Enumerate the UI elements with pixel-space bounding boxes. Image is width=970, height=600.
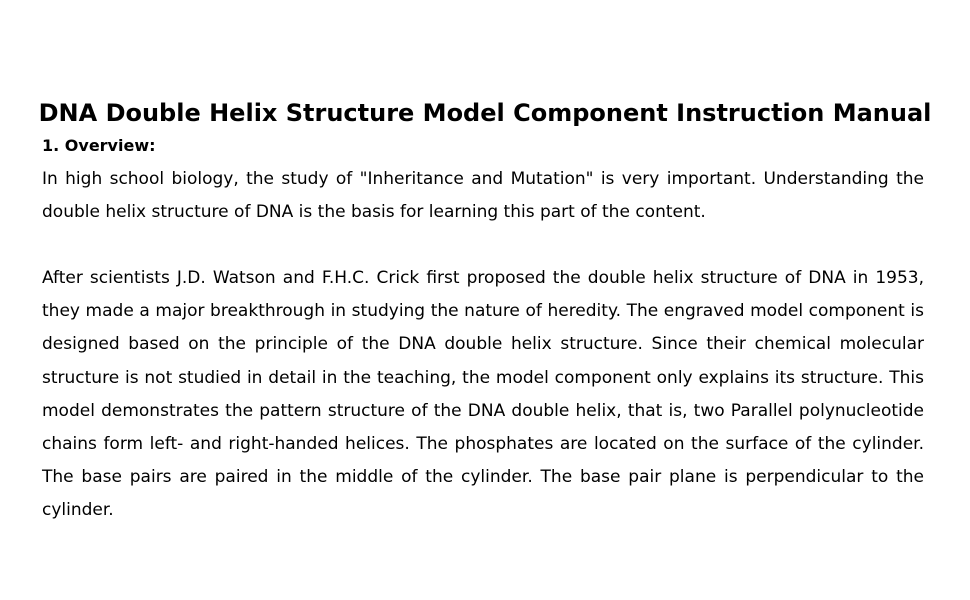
- overview-paragraph-1: In high school biology, the study of "Inheritance and Mutation" is very important. Understanding the double helix structure of DNA is the basis for learning this part of the content.: [42, 169, 924, 223]
- document-title: DNA Double Helix Structure Model Component Instruction Manual: [38, 99, 932, 128]
- overview-paragraph-2: After scientists J.D. Watson and F.H.C. Crick first proposed the double helix structure of DNA in 1953, they made a major breakthrough in studying the nature of heredity. The engraved model component is designed based on the principle of the DNA double helix structure. Since their chemical molecular structure is not studied in detail in the teaching, the model component only explains its structure. This model demonstrates the pattern structure of the DNA double helix, that is, two Parallel polynucleotide chains form left- and right-handed helices. The phosphates are located on the surface of the cylinder. The base pairs are paired in the middle of the cylinder. The base pair plane is perpendicular to the cylinder.: [42, 268, 924, 521]
- section-heading-overview: 1. Overview:: [42, 136, 156, 155]
